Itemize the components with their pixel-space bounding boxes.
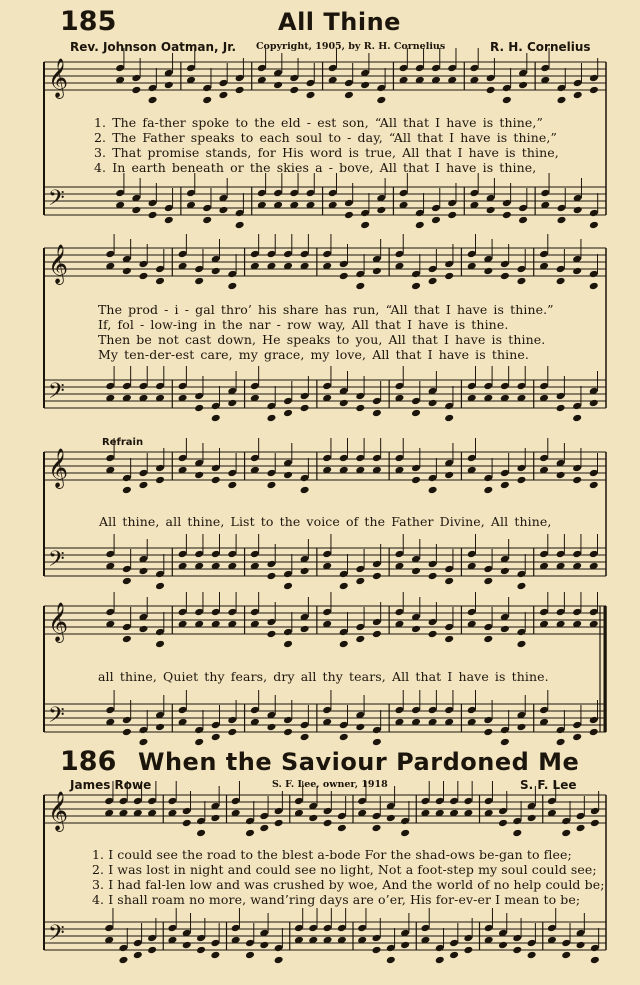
note-head (483, 635, 493, 644)
note-head (527, 814, 537, 823)
note-head (428, 486, 438, 495)
note-head (518, 81, 528, 90)
note-head (344, 211, 354, 220)
note-head (372, 572, 382, 581)
note-head (428, 572, 438, 581)
note-head (573, 206, 583, 215)
note-head (274, 956, 284, 965)
note-head (283, 471, 293, 480)
treble-clef-icon: 𝄞 (48, 791, 69, 831)
verse-185-3a: 3. That promise stands, for His word is true, All that I have is thine, (94, 145, 559, 160)
note-head (444, 635, 454, 644)
note-head (210, 951, 220, 960)
note-head (572, 733, 582, 742)
note-head (339, 272, 349, 281)
note-head (339, 582, 349, 591)
note-head (428, 277, 438, 286)
note-head (572, 414, 582, 423)
note-head (483, 577, 493, 586)
note-head (428, 399, 438, 408)
note-head (259, 824, 269, 833)
note-head (283, 582, 293, 591)
note-head (516, 277, 526, 286)
note-head (266, 723, 276, 732)
note-head (589, 728, 599, 737)
note-head (138, 625, 148, 634)
note-head (371, 946, 381, 955)
author-185: Rev. Johnson Oatman, Jr. (70, 40, 237, 54)
note-head (415, 221, 425, 230)
note-head (486, 206, 496, 215)
note-head (266, 481, 276, 490)
note-head (194, 404, 204, 413)
note-head (483, 728, 493, 737)
refrain-line-1: All thine, all thine, List to the voice of the Father Divine, All thine, (99, 514, 552, 529)
refrain-label: Refrain (102, 437, 144, 448)
hymn-number-185: 185 (60, 6, 117, 37)
hymn-title-185: All Thine (278, 8, 401, 36)
note-head (444, 471, 454, 480)
note-head (283, 728, 293, 737)
note-head (211, 476, 221, 485)
note-head (573, 91, 583, 100)
note-head (323, 819, 333, 828)
note-head (400, 941, 410, 950)
note-head (300, 486, 310, 495)
bass-clef-icon: 𝄢 (48, 921, 65, 951)
note-head (444, 272, 454, 281)
verse-185-4b: My ten-der-est care, my grace, my love, All that I have is thine. (98, 347, 529, 362)
note-head (589, 481, 599, 490)
note-head (155, 582, 165, 591)
note-head (133, 951, 143, 960)
note-head (131, 206, 141, 215)
note-head (138, 272, 148, 281)
note-head (138, 738, 148, 747)
note-head (590, 956, 600, 965)
note-head (266, 572, 276, 581)
note-head (355, 635, 365, 644)
note-head (196, 946, 206, 955)
note-head (386, 814, 396, 823)
note-head (148, 96, 158, 105)
note-head (202, 96, 212, 105)
note-head (235, 86, 245, 95)
note-head (218, 206, 228, 215)
note-head (589, 282, 599, 291)
note-head (182, 819, 192, 828)
note-head (355, 723, 365, 732)
verse-185-1a: 1. The fa-ther spoke to the eld - est son, “All that I have is thine,” (94, 115, 543, 130)
note-head (561, 951, 571, 960)
verse-185-1b: The prod - i - gal thro’ his share has run, “All that I have is thine.” (98, 302, 554, 317)
note-head (355, 282, 365, 291)
note-head (444, 577, 454, 586)
note-head (411, 625, 421, 634)
note-head (308, 814, 318, 823)
note-head (194, 738, 204, 747)
note-head (283, 640, 293, 649)
note-head (372, 738, 382, 747)
note-head (266, 414, 276, 423)
note-head (118, 956, 128, 965)
note-head (266, 630, 276, 639)
note-head (245, 951, 255, 960)
note-head (300, 733, 310, 742)
note-head (447, 211, 457, 220)
note-head (516, 723, 526, 732)
note-head (211, 733, 221, 742)
note-head (500, 625, 510, 634)
note-head (211, 414, 221, 423)
note-head (590, 819, 600, 828)
note-head (572, 476, 582, 485)
note-head (576, 824, 586, 833)
note-head (164, 81, 174, 90)
note-head (360, 221, 370, 230)
treble-clef-icon: 𝄞 (48, 448, 69, 488)
note-head (512, 946, 522, 955)
hymn-number-186: 186 (60, 746, 117, 777)
note-head (500, 481, 510, 490)
note-head (300, 625, 310, 634)
note-head (194, 471, 204, 480)
note-head (147, 946, 157, 955)
note-head (273, 81, 283, 90)
note-head (372, 267, 382, 276)
note-head (411, 282, 421, 291)
verse-185-4a: 4. In earth beneath or the skies a - bove, All that I have is thine, (94, 160, 537, 175)
note-head (500, 567, 510, 576)
note-head (372, 630, 382, 639)
note-head (556, 471, 566, 480)
note-head (498, 941, 508, 950)
note-head (556, 216, 566, 225)
note-head (227, 481, 237, 490)
note-head (371, 824, 381, 833)
note-head (196, 829, 206, 838)
treble-clef-icon: 𝄞 (48, 58, 69, 98)
note-head (449, 951, 459, 960)
verse-186-2: 2. I was lost in night and could see no light, Not a foot-step my soul could see; (92, 862, 597, 877)
note-head (235, 221, 245, 230)
note-head (245, 829, 255, 838)
note-head (589, 86, 599, 95)
hymn-title-186: When the Saviour Pardoned Me (138, 748, 580, 776)
note-head (516, 582, 526, 591)
note-head (227, 728, 237, 737)
note-head (339, 399, 349, 408)
note-head (483, 267, 493, 276)
note-head (516, 476, 526, 485)
verse-186-4: 4. I shall roam no more, wand’ring days are o’er, His for-ev-er I mean to be; (92, 892, 581, 907)
note-head (300, 404, 310, 413)
note-head (386, 956, 396, 965)
note-head (259, 941, 269, 950)
note-head (155, 723, 165, 732)
note-head (486, 86, 496, 95)
note-head (428, 630, 438, 639)
note-head (131, 86, 141, 95)
note-head (227, 399, 237, 408)
note-head (122, 577, 132, 586)
verse-186-3: 3. I had fal-len low and was crushed by woe, And the world of no help could be; (92, 877, 605, 892)
note-head (138, 567, 148, 576)
note-head (411, 409, 421, 418)
note-head (155, 277, 165, 286)
note-head (305, 91, 315, 100)
note-head (300, 567, 310, 576)
note-head (411, 567, 421, 576)
note-head (376, 206, 386, 215)
bass-clef-icon: 𝄢 (48, 379, 65, 409)
treble-clef-icon: 𝄞 (48, 244, 69, 284)
note-head (589, 221, 599, 230)
note-head (337, 824, 347, 833)
note-head (289, 86, 299, 95)
note-head (138, 481, 148, 490)
verse-185-2a: 2. The Father speaks to each soul to - day, “All that I have is thine,” (94, 130, 557, 145)
author-186: James Rowe (70, 778, 152, 792)
note-head (355, 577, 365, 586)
note-head (339, 640, 349, 649)
note-head (211, 267, 221, 276)
note-head (500, 272, 510, 281)
note-head (182, 941, 192, 950)
note-head (339, 733, 349, 742)
note-head (498, 819, 508, 828)
note-head (274, 819, 284, 828)
note-head (512, 829, 522, 838)
note-head (218, 91, 228, 100)
note-head (463, 946, 473, 955)
note-head (589, 399, 599, 408)
note-head (122, 267, 132, 276)
note-head (556, 404, 566, 413)
note-head (556, 738, 566, 747)
note-head (576, 941, 586, 950)
note-head (561, 829, 571, 838)
copyright-186: S. F. Lee, owner, 1918 (272, 779, 388, 790)
note-head (556, 277, 566, 286)
note-head (572, 267, 582, 276)
note-head (210, 814, 220, 823)
note-head (122, 635, 132, 644)
note-head (431, 216, 441, 225)
note-head (360, 81, 370, 90)
refrain-line-2: all thine, Quiet thy fears, dry all thy tears, All that I have is thine. (98, 669, 549, 684)
note-head (202, 216, 212, 225)
verse-185-2b: If, fol - low-ing in the nar - row way, All that I have is thine. (98, 317, 509, 332)
note-head (122, 486, 132, 495)
bass-clef-icon: 𝄢 (48, 703, 65, 733)
composer-185: R. H. Cornelius (490, 40, 591, 54)
note-head (516, 640, 526, 649)
note-head (155, 476, 165, 485)
note-head (556, 96, 566, 105)
note-head (372, 409, 382, 418)
note-head (502, 211, 512, 220)
verse-186-1: 1. I could see the road to the blest a-bode For the shad-ows be-gan to flee; (92, 847, 572, 862)
note-head (155, 640, 165, 649)
bass-clef-icon: 𝄢 (48, 547, 65, 577)
note-head (502, 96, 512, 105)
note-head (164, 216, 174, 225)
composer-186: S. F. Lee (520, 778, 577, 792)
note-head (227, 282, 237, 291)
note-head (500, 738, 510, 747)
note-head (400, 829, 410, 838)
bass-clef-icon: 𝄢 (48, 186, 65, 216)
note-head (376, 96, 386, 105)
note-head (518, 216, 528, 225)
note-head (444, 414, 454, 423)
note-head (194, 277, 204, 286)
copyright-185: Copyright, 1905, by R. H. Cornelius (256, 41, 446, 52)
note-head (527, 951, 537, 960)
verse-185-3b: Then be not cast down, He speaks to you, All that I have is thine. (98, 332, 546, 347)
note-head (355, 404, 365, 413)
note-head (483, 486, 493, 495)
note-head (283, 409, 293, 418)
note-head (122, 728, 132, 737)
treble-clef-icon: 𝄞 (48, 602, 69, 642)
note-head (411, 476, 421, 485)
note-head (344, 91, 354, 100)
note-head (435, 956, 445, 965)
note-head (148, 211, 158, 220)
